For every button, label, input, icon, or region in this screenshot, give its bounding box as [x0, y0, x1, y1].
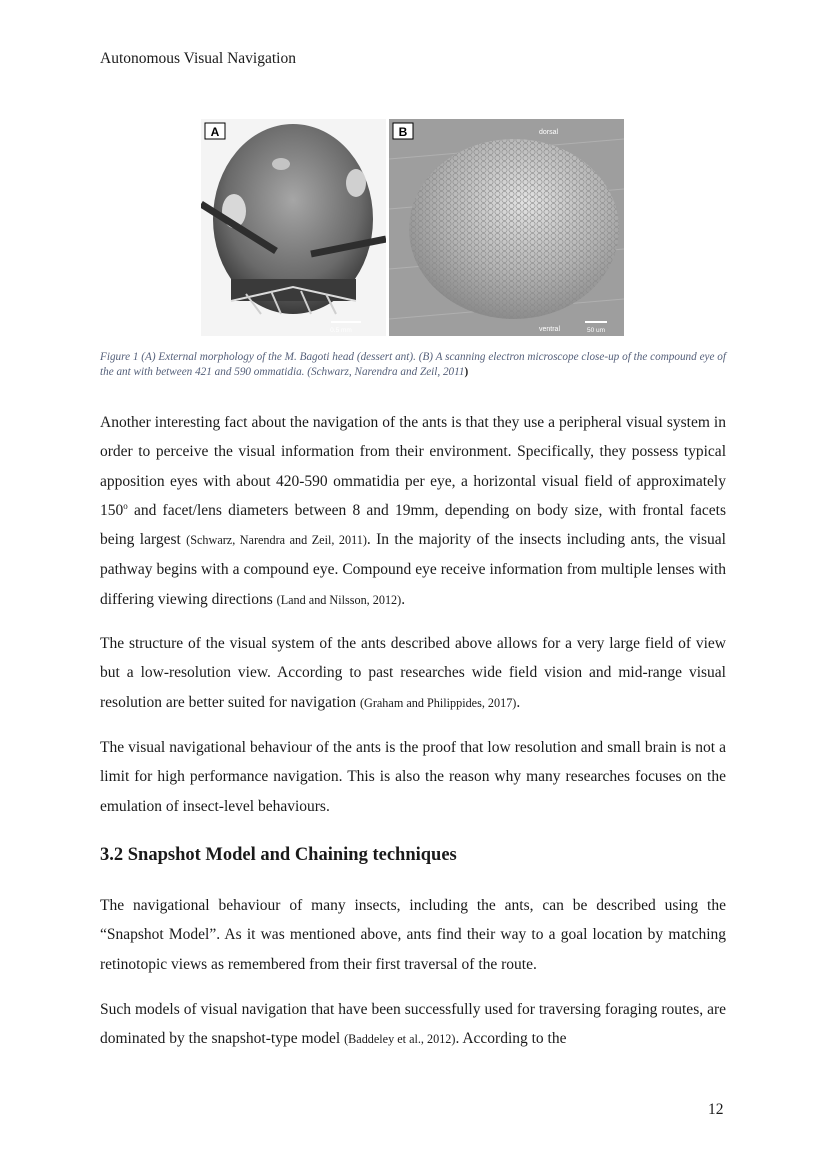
- paragraph-snapshot-model: [100, 891, 726, 979]
- paragraph1-part2: and facet/lens diameters between 8 and 19mm, depending on body size, with frontal facets being largest: [100, 501, 726, 549]
- panel-b-label: B: [398, 125, 408, 139]
- paragraph5-text: Such models of visual navigation that have been successfully used for traversing foraging routes, are dominated by the snapshot-type model: [100, 1001, 726, 1048]
- degree-superscript: o: [123, 500, 128, 511]
- panel-b-ventral-label: ventral: [539, 326, 561, 333]
- page-number: 12: [708, 1101, 724, 1118]
- figure-panel-a-ant-head-image: [201, 119, 386, 336]
- paragraph-snapshot-type: [100, 995, 726, 1055]
- figure-panel-b-compound-eye-image: [389, 119, 624, 336]
- figure-caption-text: Figure 1 (A) External morphology of the M. Bagoti head (dessert ant). (B) A scanning electron microscope close-up of the compound eye of the ant with between 421 and 590 ommatidia. (Schwarz, Narendra and Zeil, 2011: [100, 351, 726, 378]
- paragraph5-end: . According to the: [455, 1030, 567, 1048]
- paragraph-low-resolution: [100, 733, 726, 821]
- paragraph-field-of-view: [100, 629, 726, 718]
- figure-1: [201, 119, 624, 336]
- paragraph1-part3: . In the majority of the insects including ants, the visual pathway begins with a compound eye. Compound eye receive information from multiple lenses with differing viewing directions: [100, 531, 726, 608]
- panel-a-label: A: [210, 125, 220, 139]
- section-heading: 3.2 Snapshot Model and Chaining techniques: [100, 845, 457, 865]
- citation-schwarz-2011: (Schwarz, Narendra and Zeil, 2011): [186, 533, 367, 548]
- paragraph1-part1: Another interesting fact about the navigation of the ants is that they use a peripheral visual system in order to perceive the visual information from their environment. Specifically, they possess typical apposition eyes with about 420-590 ommatidia per eye, a horizontal visual field of approximately 150: [100, 414, 726, 519]
- paragraph-visual-system: [100, 408, 726, 615]
- panel-a-scale-label: 0.5 mm: [330, 327, 352, 334]
- paragraph1-part4: .: [401, 590, 406, 608]
- figure-caption: [100, 350, 726, 380]
- panel-b-scale-label: 50 um: [586, 327, 606, 334]
- citation-land-nilsson-2012: (Land and Nilsson, 2012): [276, 592, 402, 607]
- citation-baddeley-2012: (Baddeley et al., 2012): [344, 1032, 456, 1047]
- panel-b-dorsal-label: dorsal: [539, 129, 559, 136]
- paragraph2-text: The structure of the visual system of the ants described above allows for a very large field of view but a low-resolution view. According to past researches wide field vision and mid-range visual resolution are better suited for navigation: [100, 635, 726, 711]
- paragraph4-text: The navigational behaviour of many insects, including the ants, can be described using the “Snapshot Model”. As it was mentioned above, ants find their way to a goal location by matching retinotopic views as remembered from their first traversal of the route.: [100, 897, 726, 973]
- paragraph3-text: The visual navigational behaviour of the ants is the proof that low resolution and small brain is not a limit for high performance navigation. This is also the reason why many researches focuses on the emulation of insect-level behaviours.: [100, 739, 726, 815]
- citation-graham-philippides-2017: (Graham and Philippides, 2017): [359, 695, 517, 710]
- figure-caption-end: ): [464, 366, 469, 378]
- running-header: Autonomous Visual Navigation: [100, 50, 296, 67]
- paragraph2-end: .: [516, 693, 521, 711]
